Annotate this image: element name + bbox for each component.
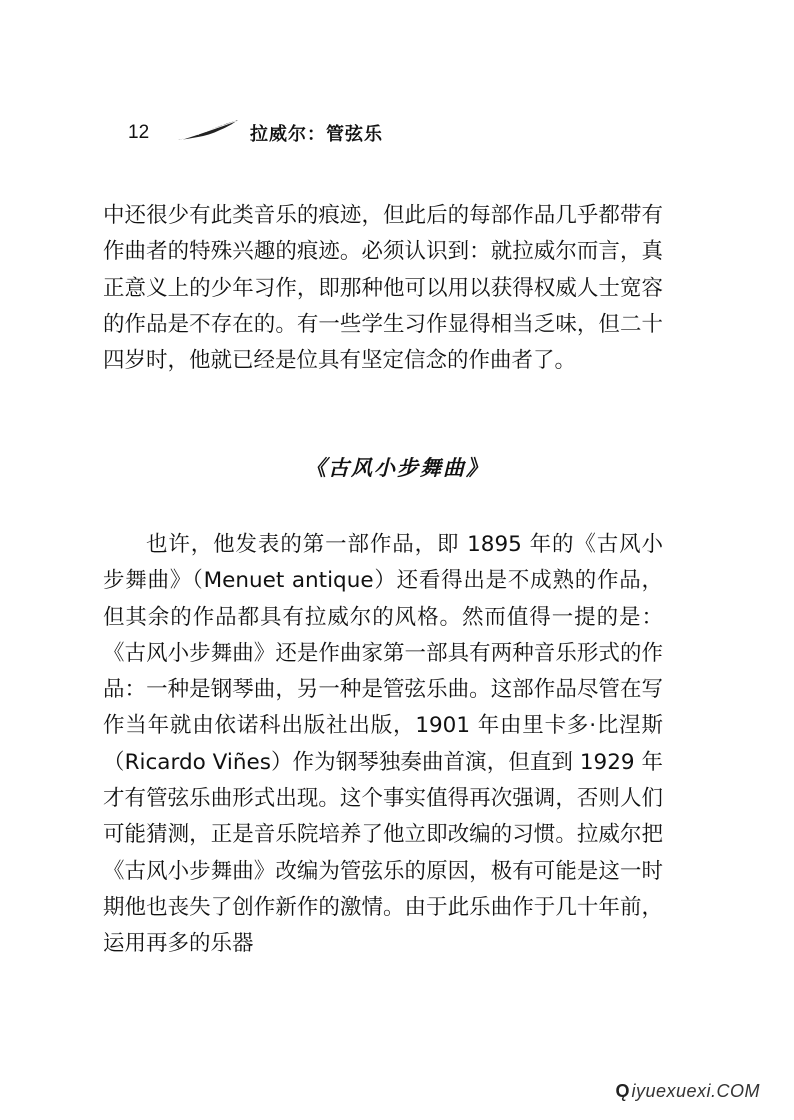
running-title: 拉威尔：管弦乐 bbox=[250, 124, 383, 145]
watermark bbox=[615, 1081, 760, 1102]
page-number: 12 bbox=[128, 122, 150, 143]
section-heading: 《古风小步舞曲》 bbox=[305, 456, 489, 480]
page-header bbox=[120, 118, 520, 148]
watermark-text: iyuexuexi.COM bbox=[631, 1081, 760, 1101]
body-paragraph-2: 也许，他发表的第一部作品，即 1895 年的《古风小步舞曲》（Menuet antique）还看得出是不成熟的作品，但其余的作品都具有拉威尔的风格。然而值得一提的是：《古风小步舞曲》还是作曲家第一部具有两种音乐形式的作品：一种是钢琴曲，另一种是管弦乐曲。这部作品尽管在写作当年就由依诺科出版社出版，1901 年由里卡多·比涅斯（Ricardo Viñes）作为钢琴独奏曲首演，但直到 1929 年才有管弦乐曲形式出现。这个事实值得再次强调，否则人们可能猜测，正是音乐院培养了他立即改编的习惯。拉威尔把《古风小步舞曲》改编为管弦乐的原因，极有可能是这一时期他也丧失了创作新作的激情。由于此乐曲作于几十年前，运用再多的乐器 bbox=[103, 532, 663, 957]
watermark-logo-icon: Ǫ bbox=[615, 1081, 630, 1101]
feather-icon bbox=[176, 118, 240, 144]
body-paragraph-1: 中还很少有此类音乐的痕迹，但此后的每部作品几乎都带有作曲者的特殊兴趣的痕迹。必须认识到：就拉威尔而言，真正意义上的少年习作，即那种他可以用以获得权威人士宽容的作品是不存在的。有一些学生习作显得相当乏味，但二十四岁时，他就已经是位具有坚定信念的作曲者了。 bbox=[103, 203, 663, 374]
